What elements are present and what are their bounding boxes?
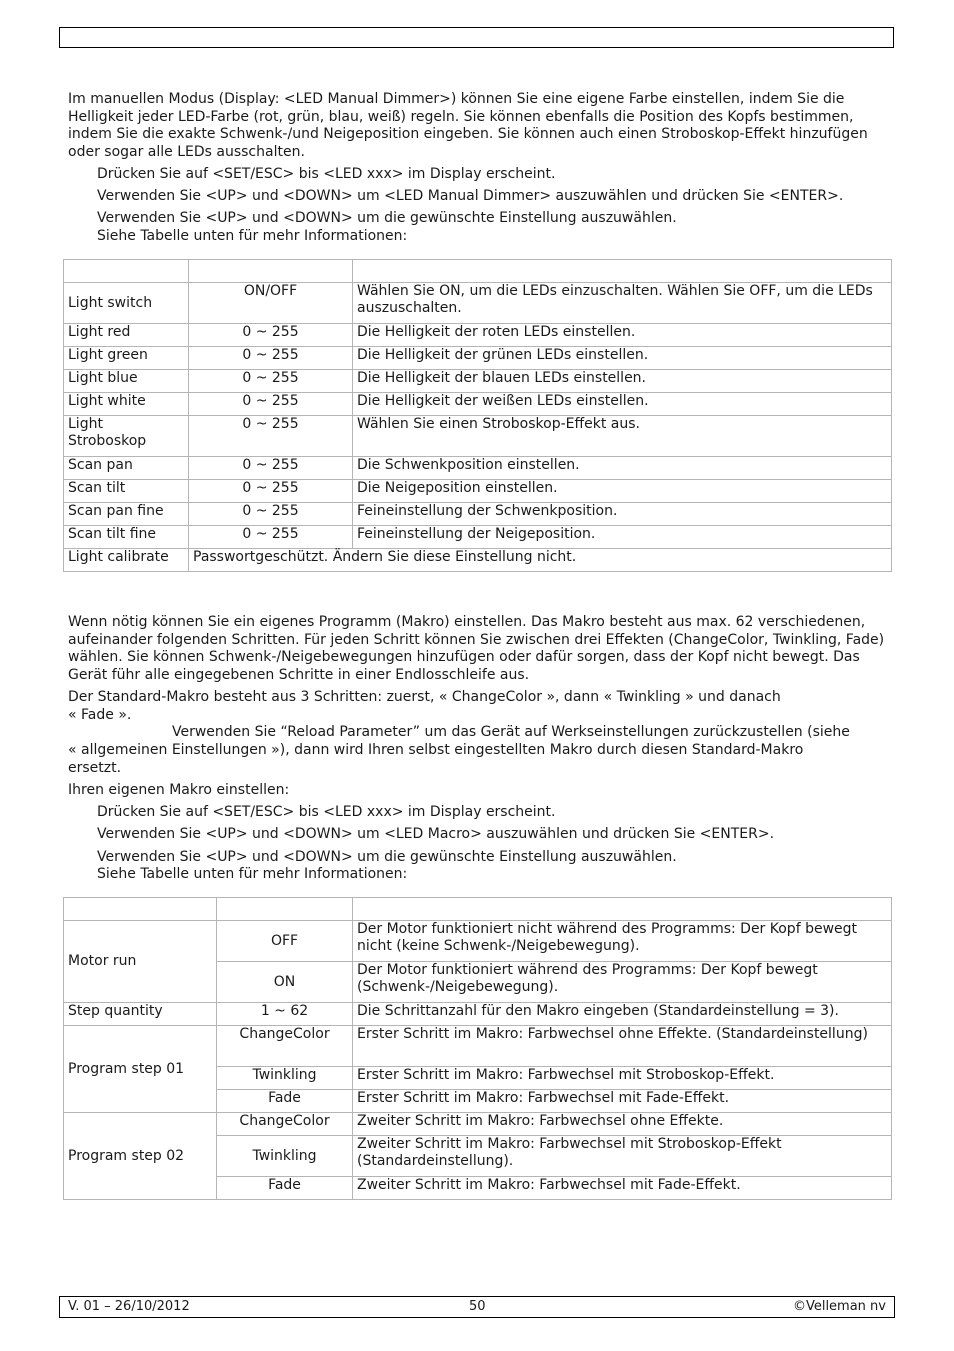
- setting-description: Erster Schritt im Makro: Farbwechsel ohne Effekte. (Standardeinstellung): [353, 1026, 892, 1067]
- setting-description: Feineinstellung der Neigeposition.: [353, 526, 892, 549]
- table-row: [64, 1113, 892, 1136]
- table-header-row: [64, 898, 892, 921]
- setting-value: 0 ~ 255: [189, 480, 353, 503]
- setting-name: Light red: [64, 324, 189, 347]
- setting-value: ON: [217, 962, 353, 1003]
- setting-description: Die Helligkeit der blauen LEDs einstellen.: [353, 370, 892, 393]
- setting-value: 0 ~ 255: [189, 347, 353, 370]
- table-row: [64, 1026, 892, 1067]
- macro-step-2: Verwenden Sie <UP> und <DOWN> um <LED Macro> auszuwählen und drücken Sie <ENTER>.: [97, 826, 775, 842]
- setting-note: Passwortgeschützt. Ändern Sie diese Einstellung nicht.: [189, 549, 892, 572]
- table-row: [64, 503, 892, 526]
- setting-value: Twinkling: [217, 1136, 353, 1177]
- setting-name: Light blue: [64, 370, 189, 393]
- manual-step-1: Drücken Sie auf <SET/ESC> bis <LED xxx> im Display erscheint.: [97, 166, 556, 182]
- setting-value: 0 ~ 255: [189, 393, 353, 416]
- setting-value: 0 ~ 255: [189, 416, 353, 457]
- setting-value: ChangeColor: [217, 1026, 353, 1067]
- manual-step-3: Verwenden Sie <UP> und <DOWN> um die gewünschte Einstellung auszuwählen.: [97, 210, 677, 226]
- table-row: [64, 393, 892, 416]
- page-header-box: [59, 27, 894, 48]
- table-row: [64, 416, 892, 457]
- macro-own-heading: Ihren eigenen Makro einstellen:: [68, 782, 290, 798]
- setting-description: Die Schwenkposition einstellen.: [353, 457, 892, 480]
- macro-default-line-1: Der Standard-Makro besteht aus 3 Schritten: zuerst, « ChangeColor », dann « Twinkling » und danach: [68, 689, 781, 705]
- table-row: [64, 324, 892, 347]
- footer-version: V. 01 – 26/10/2012: [68, 1299, 190, 1314]
- setting-description: Wählen Sie ON, um die LEDs einzuschalten. Wählen Sie OFF, um die LEDs auszuschalten.: [353, 283, 892, 324]
- setting-description: Die Helligkeit der grünen LEDs einstellen.: [353, 347, 892, 370]
- macro-step-4: Siehe Tabelle unten für mehr Informationen:: [97, 866, 408, 882]
- macro-default-line-2: « Fade ».: [68, 707, 132, 723]
- setting-description: Die Helligkeit der roten LEDs einstellen.: [353, 324, 892, 347]
- table-row: [64, 480, 892, 503]
- setting-value: 0 ~ 255: [189, 503, 353, 526]
- setting-description: Zweiter Schritt im Makro: Farbwechsel mit Stroboskop-Effekt (Standardeinstellung).: [353, 1136, 892, 1177]
- setting-name: Light Stroboskop: [64, 416, 189, 457]
- table-row: [64, 1003, 892, 1026]
- macro-reload-line-2: « allgemeinen Einstellungen »), dann wird Ihren selbst eingestellten Makro durch diesen Standard-Makro: [68, 742, 804, 758]
- setting-name: Program step 02: [64, 1113, 217, 1200]
- setting-name: Light switch: [64, 283, 189, 324]
- setting-value: Fade: [217, 1177, 353, 1200]
- setting-value: 0 ~ 255: [189, 526, 353, 549]
- table-row: [64, 526, 892, 549]
- setting-description: Feineinstellung der Schwenkposition.: [353, 503, 892, 526]
- setting-value: Fade: [217, 1090, 353, 1113]
- setting-description: Der Motor funktioniert nicht während des Programms: Der Kopf bewegt nicht (keine Schwenk-/Neigebewegung).: [353, 921, 892, 962]
- setting-name: Step quantity: [64, 1003, 217, 1026]
- setting-name: Motor run: [64, 921, 217, 1003]
- table-row: [64, 921, 892, 962]
- setting-name: Scan pan fine: [64, 503, 189, 526]
- manual-intro-paragraph: Im manuellen Modus (Display: <LED Manual Dimmer>) können Sie eine eigene Farbe einstellen, indem Sie die Helligkeit jeder LED-Farbe (rot, grün, blau, weiß) regeln. Sie können ebenfalls die Position des Kopfs bestimmen, indem Sie die exakte Schwenk-/und Neigeposition eingeben. Sie können auch einen Stroboskop-Effekt hinzufügen oder sogar alle LEDs ausschalten.: [68, 91, 868, 160]
- setting-name: Light green: [64, 347, 189, 370]
- setting-description: Die Helligkeit der weißen LEDs einstellen.: [353, 393, 892, 416]
- setting-value: ChangeColor: [217, 1113, 353, 1136]
- setting-description: Der Motor funktioniert während des Programms: Der Kopf bewegt (Schwenk-/Neigebewegung).: [353, 962, 892, 1003]
- macro-reload-line-3: ersetzt.: [68, 760, 122, 776]
- setting-description: Die Neigeposition einstellen.: [353, 480, 892, 503]
- table-row: [64, 347, 892, 370]
- setting-value: 0 ~ 255: [189, 457, 353, 480]
- setting-description: Erster Schritt im Makro: Farbwechsel mit Stroboskop-Effekt.: [353, 1067, 892, 1090]
- setting-name: Scan pan: [64, 457, 189, 480]
- setting-value: 0 ~ 255: [189, 324, 353, 347]
- setting-description: Wählen Sie einen Stroboskop-Effekt aus.: [353, 416, 892, 457]
- table-row: [64, 283, 892, 324]
- macro-step-1: Drücken Sie auf <SET/ESC> bis <LED xxx> im Display erscheint.: [97, 804, 556, 820]
- setting-value: ON/OFF: [189, 283, 353, 324]
- setting-name: Light calibrate: [64, 549, 189, 572]
- macro-settings-table: [63, 897, 892, 1200]
- macro-reload-line-1: Verwenden Sie “Reload Parameter” um das Gerät auf Werkseinstellungen zurückzustellen (siehe: [172, 724, 850, 740]
- footer-copyright: ©Velleman nv: [792, 1299, 886, 1314]
- setting-value: Twinkling: [217, 1067, 353, 1090]
- table-row: [64, 549, 892, 572]
- setting-value: 0 ~ 255: [189, 370, 353, 393]
- setting-value: OFF: [217, 921, 353, 962]
- macro-intro-paragraph: Wenn nötig können Sie ein eigenes Programm (Makro) einstellen. Das Makro besteht aus max. 62 verschiedenen, aufeinander folgenden Schritten. Für jeden Schritt können Sie zwischen drei Effekten (ChangeColor, Twinkling, Fade) wählen. Sie können Schwenk-/Neigebewegungen hinzufügen oder dafür sorgen, dass der Kopf nicht bewegt. Das Gerät führ alle eingegebenen Schritte in einer Endlosschleife aus.: [68, 614, 885, 683]
- setting-name: Scan tilt fine: [64, 526, 189, 549]
- setting-name: Program step 01: [64, 1026, 217, 1113]
- manual-settings-table: [63, 259, 892, 572]
- setting-description: Zweiter Schritt im Makro: Farbwechsel mit Fade-Effekt.: [353, 1177, 892, 1200]
- manual-step-4: Siehe Tabelle unten für mehr Informationen:: [97, 228, 408, 244]
- setting-description: Zweiter Schritt im Makro: Farbwechsel ohne Effekte.: [353, 1113, 892, 1136]
- footer-page-number: 50: [469, 1299, 486, 1314]
- setting-value: 1 ~ 62: [217, 1003, 353, 1026]
- manual-step-2: Verwenden Sie <UP> und <DOWN> um <LED Manual Dimmer> auszuwählen und drücken Sie <ENTER>.: [97, 188, 844, 204]
- table-header-row: [64, 260, 892, 283]
- setting-name: Scan tilt: [64, 480, 189, 503]
- macro-step-3: Verwenden Sie <UP> und <DOWN> um die gewünschte Einstellung auszuwählen.: [97, 849, 677, 865]
- table-row: [64, 457, 892, 480]
- setting-name: Light white: [64, 393, 189, 416]
- setting-description: Erster Schritt im Makro: Farbwechsel mit Fade-Effekt.: [353, 1090, 892, 1113]
- page-footer: [59, 1296, 895, 1318]
- setting-description: Die Schrittanzahl für den Makro eingeben (Standardeinstellung = 3).: [353, 1003, 892, 1026]
- table-row: [64, 370, 892, 393]
